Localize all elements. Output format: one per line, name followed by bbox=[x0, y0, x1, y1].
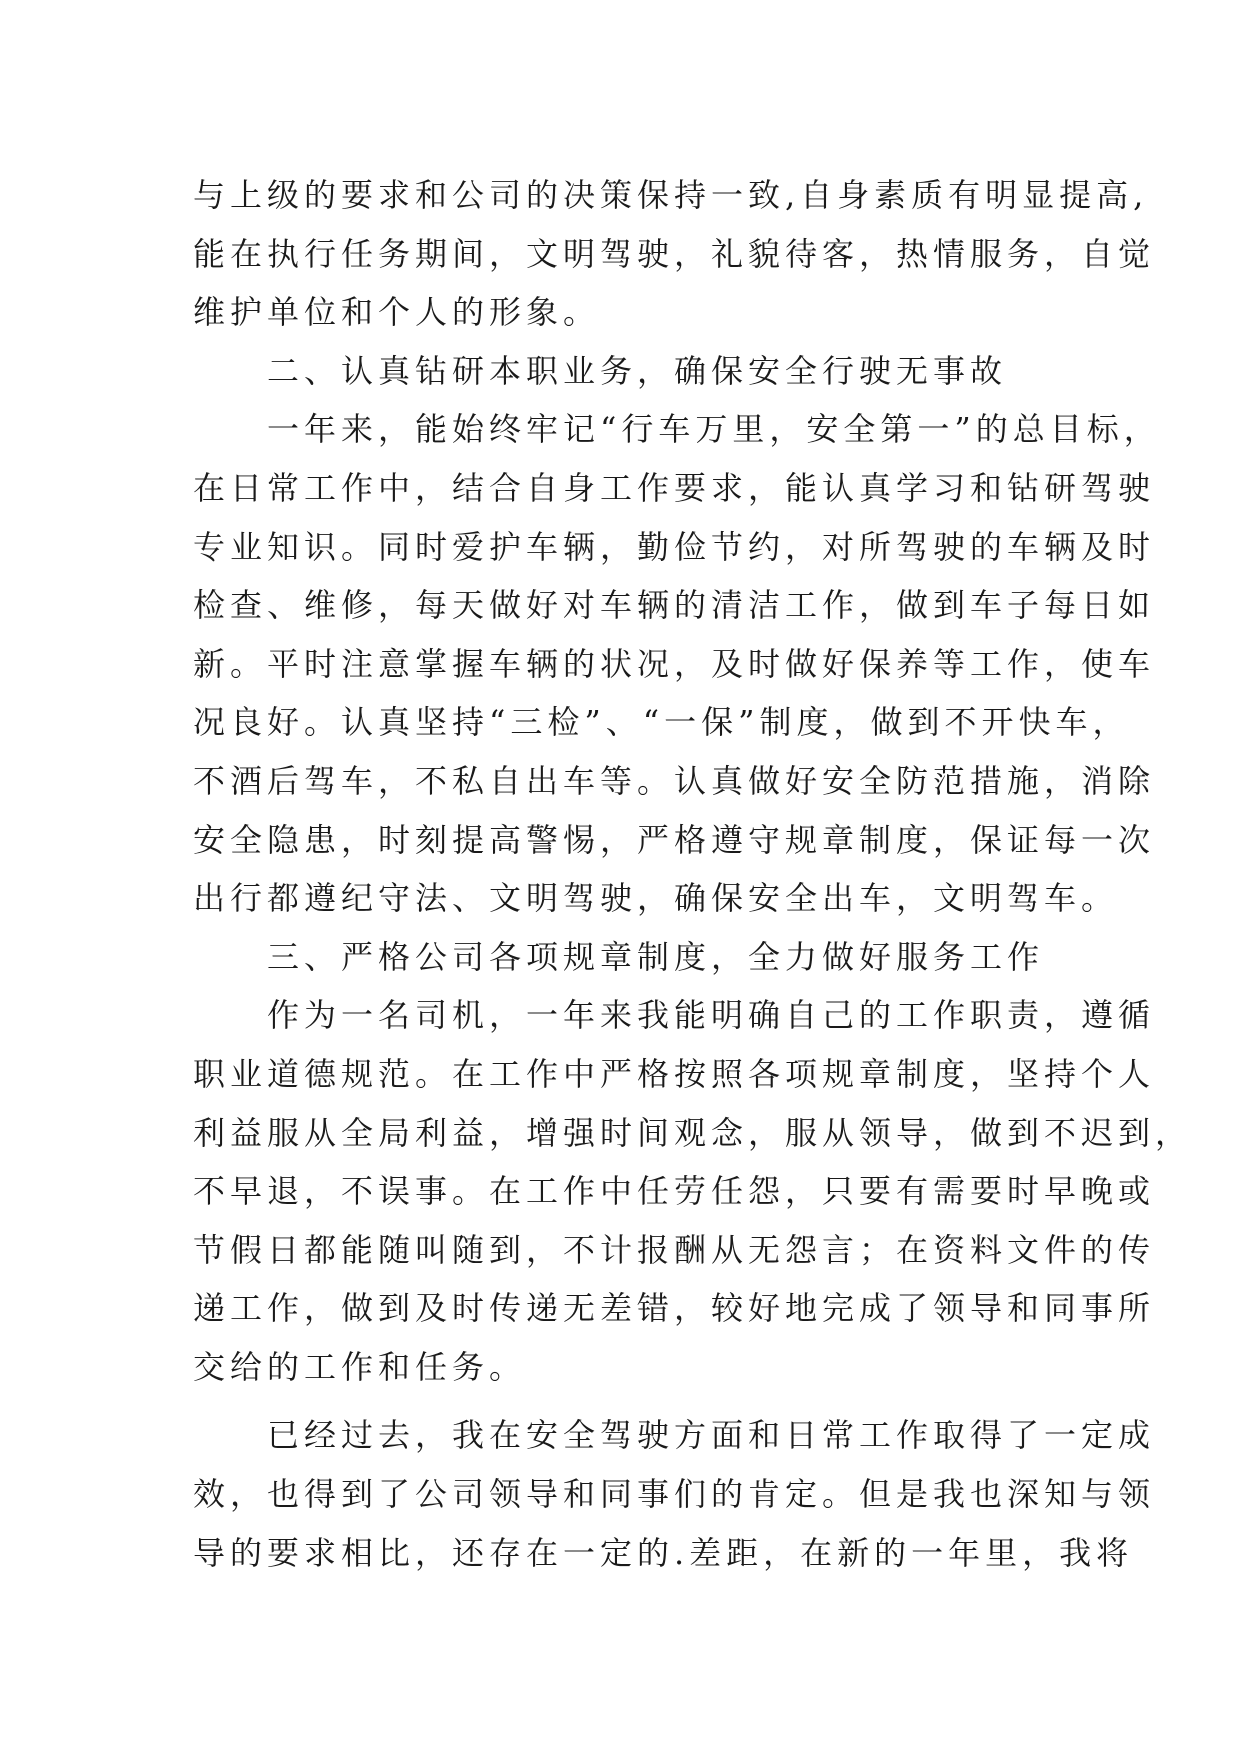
paragraph-first-line: 作为一名司机，一年来我能明确自己的工作职责，遵循 bbox=[267, 996, 1156, 1035]
text-line: 导的要求相比，还存在一定的.差距，在新的一年里，我将 bbox=[193, 1533, 1134, 1572]
text-line: 新。平时注意掌握车辆的状况，及时做好保养等工作，使车 bbox=[193, 644, 1156, 683]
section-heading: 三、严格公司各项规章制度，全力做好服务工作 bbox=[267, 937, 1045, 976]
text-line: 效，也得到了公司领导和同事们的肯定。但是我也深知与领 bbox=[193, 1475, 1156, 1514]
text-line: 职业道德规范。在工作中严格按照各项规章制度，坚持个人 bbox=[193, 1054, 1156, 1093]
paragraph-first-line: 已经过去，我在安全驾驶方面和日常工作取得了一定成 bbox=[267, 1416, 1156, 1455]
text-line: 利益服从全局利益，增强时间观念，服从领导，做到不迟到， bbox=[193, 1113, 1193, 1152]
text-line: 能在执行任务期间，文明驾驶，礼貌待客，热情服务，自觉 bbox=[193, 234, 1156, 273]
text-line: 不酒后驾车，不私自出车等。认真做好安全防范措施，消除 bbox=[193, 761, 1156, 800]
text-line: 专业知识。同时爱护车辆，勤俭节约，对所驾驶的车辆及时 bbox=[193, 527, 1156, 566]
paragraph-first-line: 一年来，能始终牢记“行车万里，安全第一”的总目标， bbox=[267, 410, 1161, 449]
text-line: 节假日都能随叫随到，不计报酬从无怨言；在资料文件的传 bbox=[193, 1230, 1156, 1269]
body-text bbox=[193, 166, 1193, 1582]
text-line: 在日常工作中，结合自身工作要求，能认真学习和钻研驾驶 bbox=[193, 468, 1156, 507]
text-line: 出行都遵纪守法、文明驾驶，确保安全出车，文明驾车。 bbox=[193, 879, 1119, 918]
text-line: 检查、维修，每天做好对车辆的清洁工作，做到车子每日如 bbox=[193, 586, 1156, 625]
text-line: 维护单位和个人的形象。 bbox=[193, 293, 601, 332]
text-line: 递工作，做到及时传递无差错，较好地完成了领导和同事所 bbox=[193, 1289, 1156, 1328]
section-heading: 二、认真钻研本职业务，确保安全行驶无事故 bbox=[267, 351, 1008, 390]
text-line: 况良好。认真坚持“三检”、“一保”制度，做到不开快车， bbox=[193, 703, 1130, 742]
text-line: 交给的工作和任务。 bbox=[193, 1347, 527, 1386]
text-line: 安全隐患，时刻提高警惕，严格遵守规章制度，保证每一次 bbox=[193, 820, 1156, 859]
text-line: 与上级的要求和公司的决策保持一致,自身素质有明显提高, bbox=[193, 176, 1149, 214]
text-line: 不早退，不误事。在工作中任劳任怨，只要有需要时早晚或 bbox=[193, 1172, 1156, 1211]
